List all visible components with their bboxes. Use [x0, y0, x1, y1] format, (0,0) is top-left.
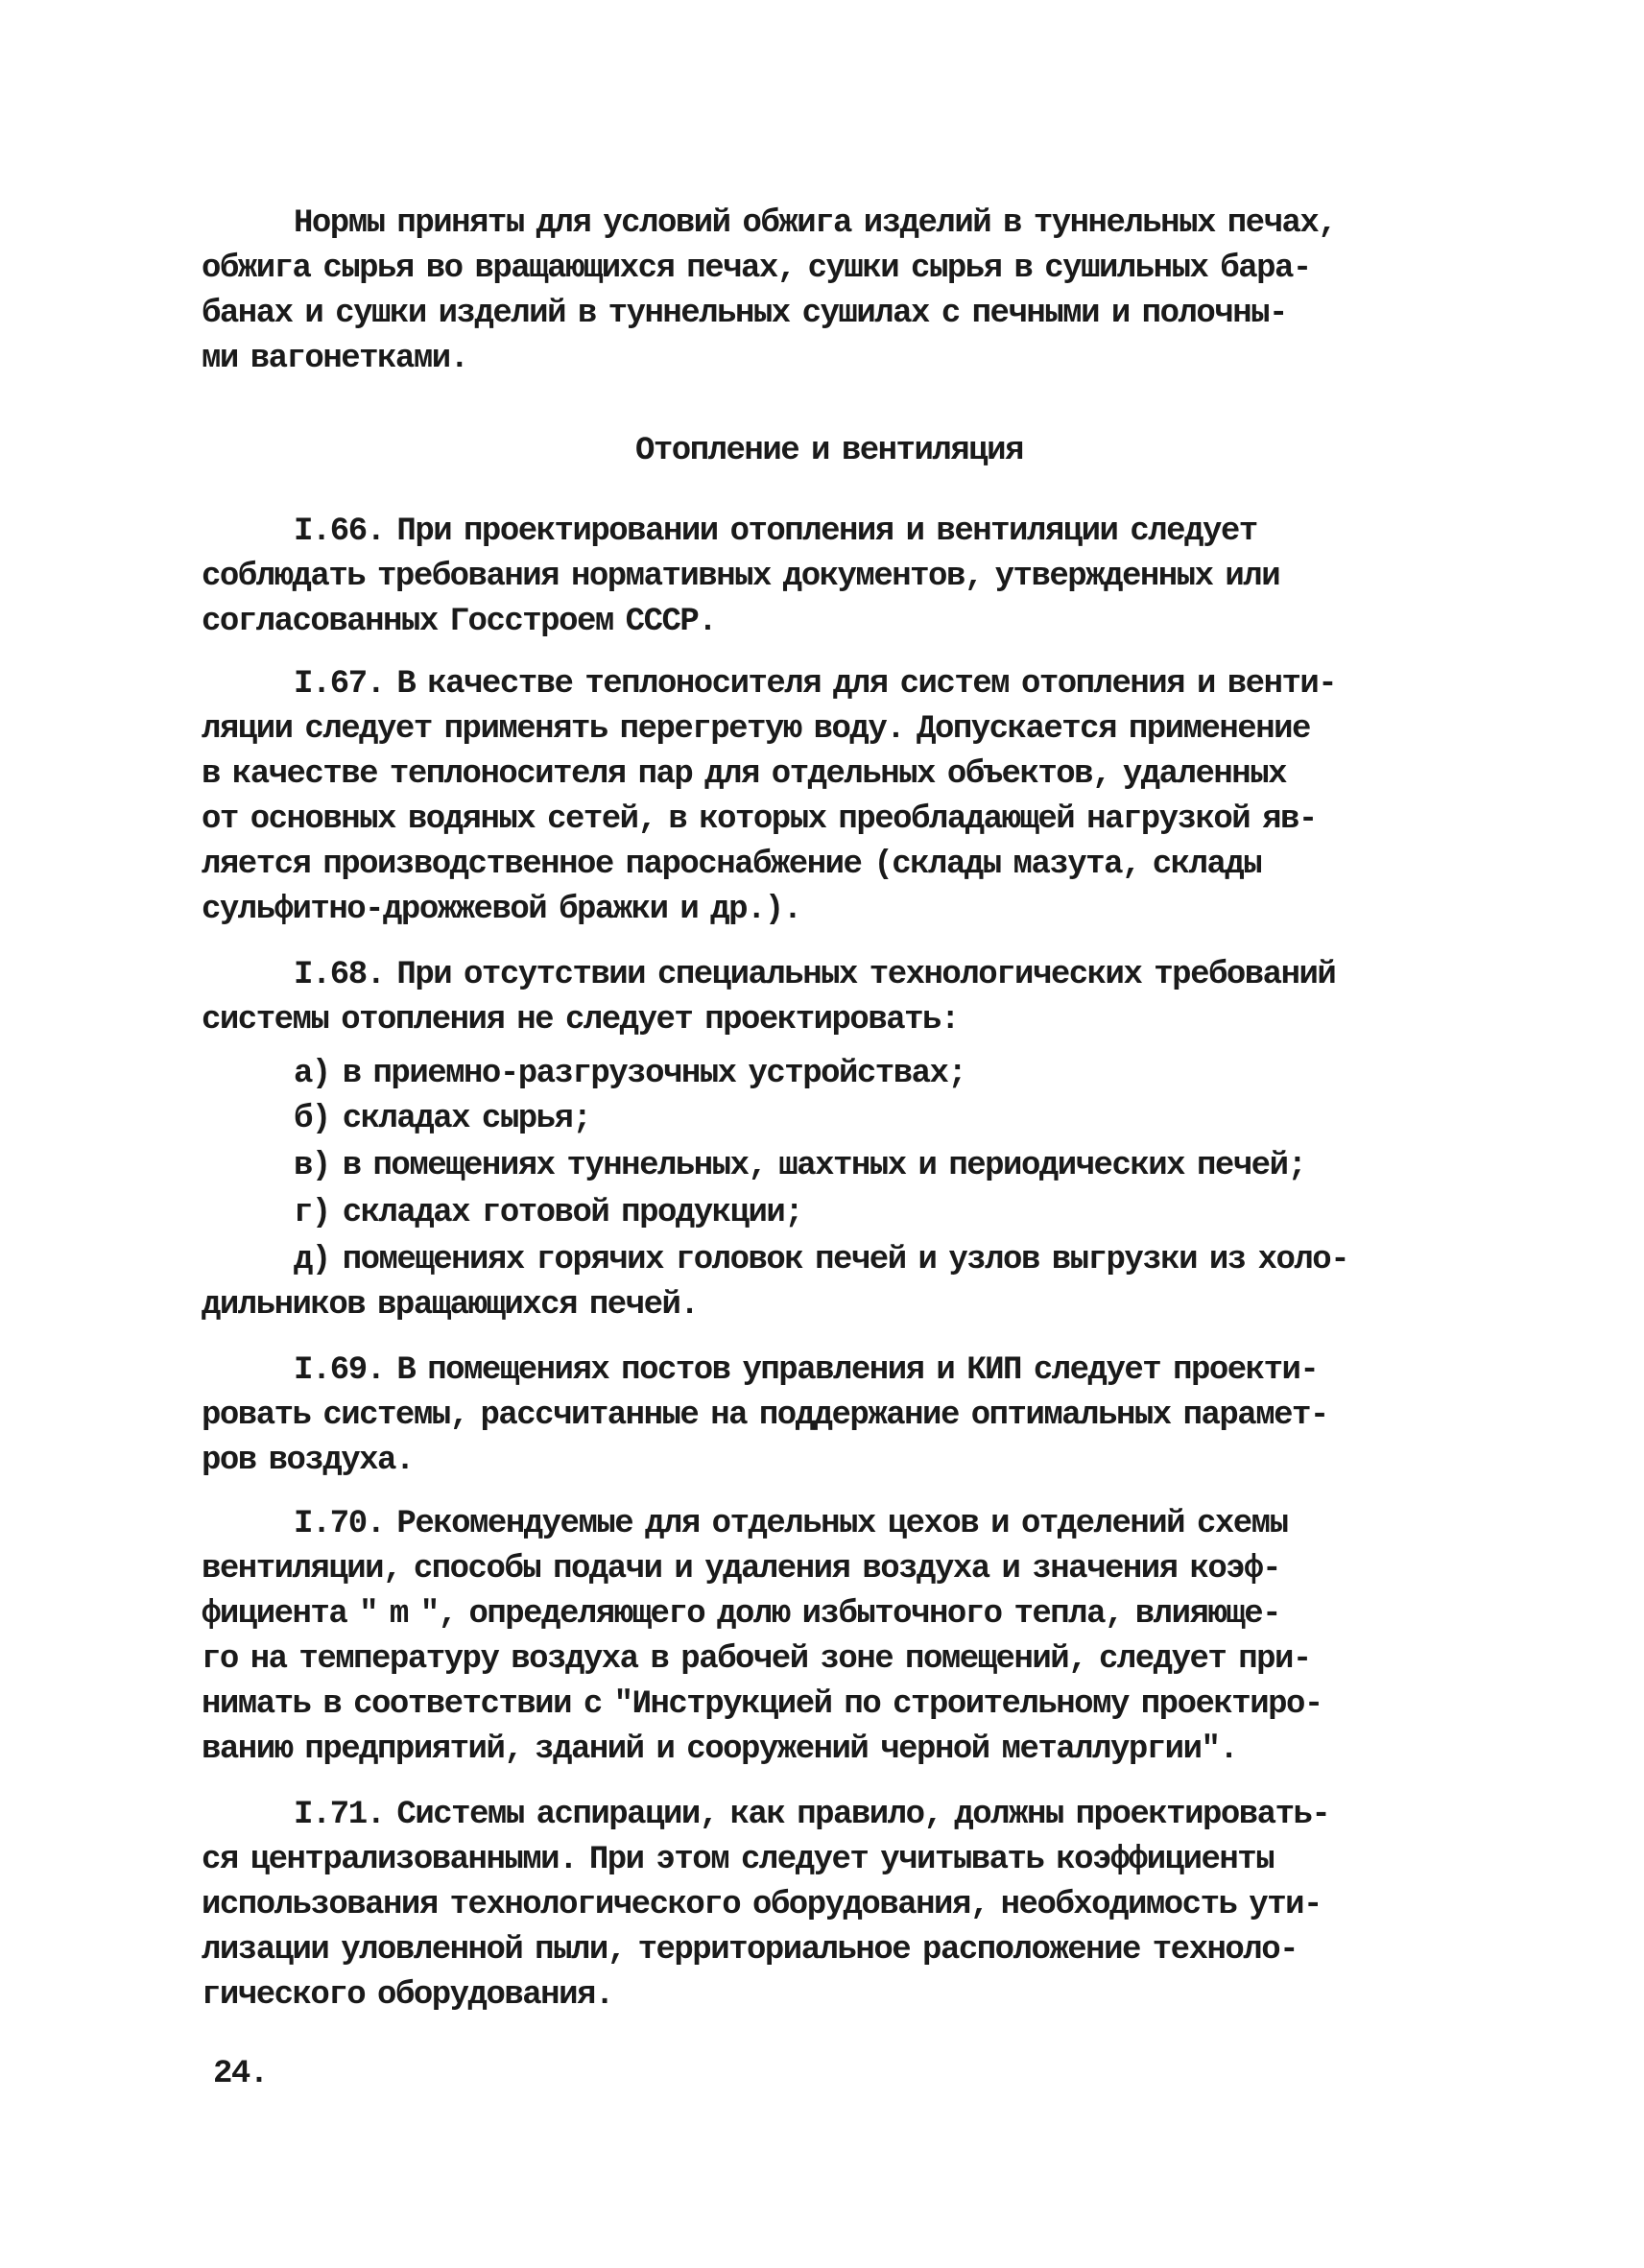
list-item: в) в помещениях туннельных, шахтных и периодических печей;: [294, 1148, 1306, 1184]
text-line: ванию предприятий, зданий и сооружений черной металлургии".: [202, 1731, 1238, 1768]
text-line: I.71. Системы аспирации, как правило, должны проектировать-: [294, 1797, 1330, 1833]
text-line: I.70. Рекомендуемые для отдельных цехов и отделений схемы: [294, 1506, 1288, 1542]
page-number: 24.: [213, 2056, 268, 2092]
text-line: I.66. При проектировании отопления и вентиляции следует: [294, 513, 1257, 550]
text-line: Нормы приняты для условий обжига изделий в туннельных печах,: [294, 205, 1337, 242]
text-line: фициента " m ", определяющего долю избыточного тепла, влияюще-: [202, 1596, 1281, 1633]
text-line: го на температуру воздуха в рабочей зоне помещений, следует при-: [202, 1641, 1311, 1678]
text-line: ляется производственное пароснабжение (склады мазута, склады: [202, 847, 1262, 883]
text-line: I.67. В качестве теплоносителя для систем отопления и венти-: [294, 666, 1337, 703]
text-line: ров воздуха.: [202, 1443, 414, 1479]
text-line: I.69. В помещениях постов управления и КИП следует проекти-: [294, 1352, 1319, 1389]
text-line: нимать в соответствии с "Инструкцией по строительному проектиро-: [202, 1686, 1322, 1723]
text-line: ми вагонетками.: [202, 341, 468, 377]
text-line: использования технологического оборудования, необходимость ути-: [202, 1887, 1322, 1923]
list-item: д) помещениях горячих головок печей и узлов выгрузки из холо-: [294, 1242, 1349, 1278]
text-line: от основных водяных сетей, в которых преобладающей нагрузкой яв-: [202, 801, 1317, 838]
text-line: сульфитно-дрожжевой бражки и др.).: [202, 892, 801, 928]
list-item: б) складах сырья;: [294, 1101, 591, 1137]
text-line: ляции следует применять перегретую воду. Допускается применение: [202, 711, 1310, 748]
text-line: банах и сушки изделий в туннельных сушилах с печными и полочны-: [202, 296, 1287, 332]
text-line: лизации уловленной пыли, территориальное расположение техноло-: [202, 1932, 1299, 1969]
text-line: системы отопления не следует проектировать:: [202, 1002, 959, 1039]
text-line: в качестве теплоносителя пар для отдельных объектов, удаленных: [202, 756, 1287, 793]
text-line: согласованных Госстроем СССР.: [202, 604, 717, 640]
text-line: гического оборудования.: [202, 1977, 613, 2014]
text-line: вентиляции, способы подачи и удаления воздуха и значения коэф-: [202, 1551, 1281, 1588]
text-line: обжига сырья во вращающихся печах, сушки сырья в сушильных бара-: [202, 251, 1311, 287]
section-heading: Отопление и вентиляция: [635, 433, 1023, 469]
list-item: а) в приемно-разгрузочных устройствах;: [294, 1056, 966, 1092]
text-line: ся централизованными. При этом следует учитывать коэффициенты: [202, 1842, 1275, 1878]
text-line: ровать системы, рассчитанные на поддержание оптимальных парамет-: [202, 1397, 1328, 1434]
text-line: дильников вращающихся печей.: [202, 1287, 699, 1324]
text-line: соблюдать требования нормативных документов, утвержденных или: [202, 559, 1280, 595]
text-line: I.68. При отсутствии специальных технологических требований: [294, 957, 1336, 993]
list-item: г) складах готовой продукции;: [294, 1195, 803, 1231]
